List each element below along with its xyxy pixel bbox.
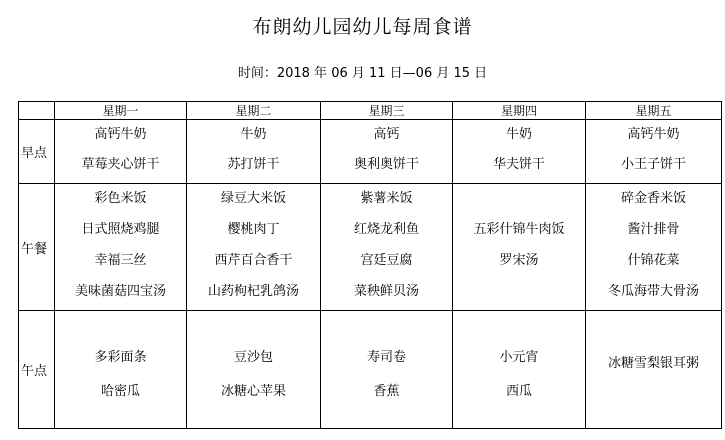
dish: 香蕉 [373,384,400,399]
meal-cell [55,184,187,311]
dish: 冰糖心苹果 [220,384,286,399]
dish: 高钙牛奶 [627,127,680,142]
weekly-menu-table [18,101,722,429]
dish: 宫廷豆腐 [360,253,413,268]
day-header: 星期四 [453,102,586,120]
dish: 高钙牛奶 [94,127,147,142]
dish: 彩色米饭 [94,191,147,206]
meal-cell [586,120,722,184]
dish: 酱汁排骨 [627,222,680,237]
day-header: 星期一 [55,102,187,120]
meal-cell [453,120,586,184]
dish: 哈密瓜 [100,384,140,399]
dish: 山药枸杞乳鸽汤 [207,284,299,299]
day-header: 星期二 [187,102,321,120]
dish: 冰糖雪梨银耳粥 [607,355,699,371]
meal-cell [321,184,453,311]
meal-cell [453,311,586,429]
lunch-row [19,184,722,311]
meal-cell [187,120,321,184]
dish: 菜秧鲜贝汤 [353,284,419,299]
dish: 小元宵 [499,350,539,365]
dish: 冬瓜海带大骨汤 [607,284,699,299]
dish: 寿司卷 [366,350,406,365]
snack-row [19,311,722,429]
meal-cell [187,184,321,311]
dish: 西瓜 [505,384,532,399]
corner-cell [19,102,55,120]
dish: 幸福三丝 [94,253,147,268]
day-header: 星期五 [586,102,722,120]
menu-title: 布朗幼儿园幼儿每周食谱 [252,16,473,38]
dish: 绿豆大米饭 [220,191,286,206]
meal-cell [321,120,453,184]
dish: 牛奶 [505,127,532,142]
dish: 豆沙包 [233,350,273,365]
breakfast-row [19,120,722,184]
dish: 樱桃肉丁 [227,222,280,237]
dish: 五彩什锦牛肉饭 [473,222,565,237]
meal-cell [187,311,321,429]
dish: 什锦花菜 [627,253,680,268]
meal-cell [453,184,586,311]
dish: 罗宋汤 [499,253,539,268]
date-range: 时间：2018 年 06 月 11 日—06 月 15 日 [237,66,488,81]
day-header: 星期三 [321,102,453,120]
meal-cell [55,311,187,429]
meal-label: 早点 [19,120,55,184]
dish: 奥利奥饼干 [353,157,419,172]
meal-cell [586,184,722,311]
dish: 紫薯米饭 [360,191,413,206]
dish: 多彩面条 [94,350,147,365]
meal-label: 午点 [19,311,55,429]
meal-label: 午餐 [19,184,55,311]
dish: 小王子饼干 [620,157,686,172]
dish: 碎金香米饭 [620,191,686,206]
day-header-row [19,102,722,120]
meal-cell [321,311,453,429]
dish: 苏打饼干 [227,157,280,172]
dish: 红烧龙利鱼 [353,222,419,237]
dish: 西芹百合香干 [214,253,293,268]
dish: 华夫饼干 [492,157,545,172]
meal-cell [55,120,187,184]
meal-cell [586,311,722,429]
dish: 高钙 [373,127,400,142]
dish: 草莓夹心饼干 [81,157,160,172]
dish: 日式照烧鸡腿 [81,222,160,237]
dish: 美味菌菇四宝汤 [74,284,166,299]
dish: 牛奶 [240,127,267,142]
